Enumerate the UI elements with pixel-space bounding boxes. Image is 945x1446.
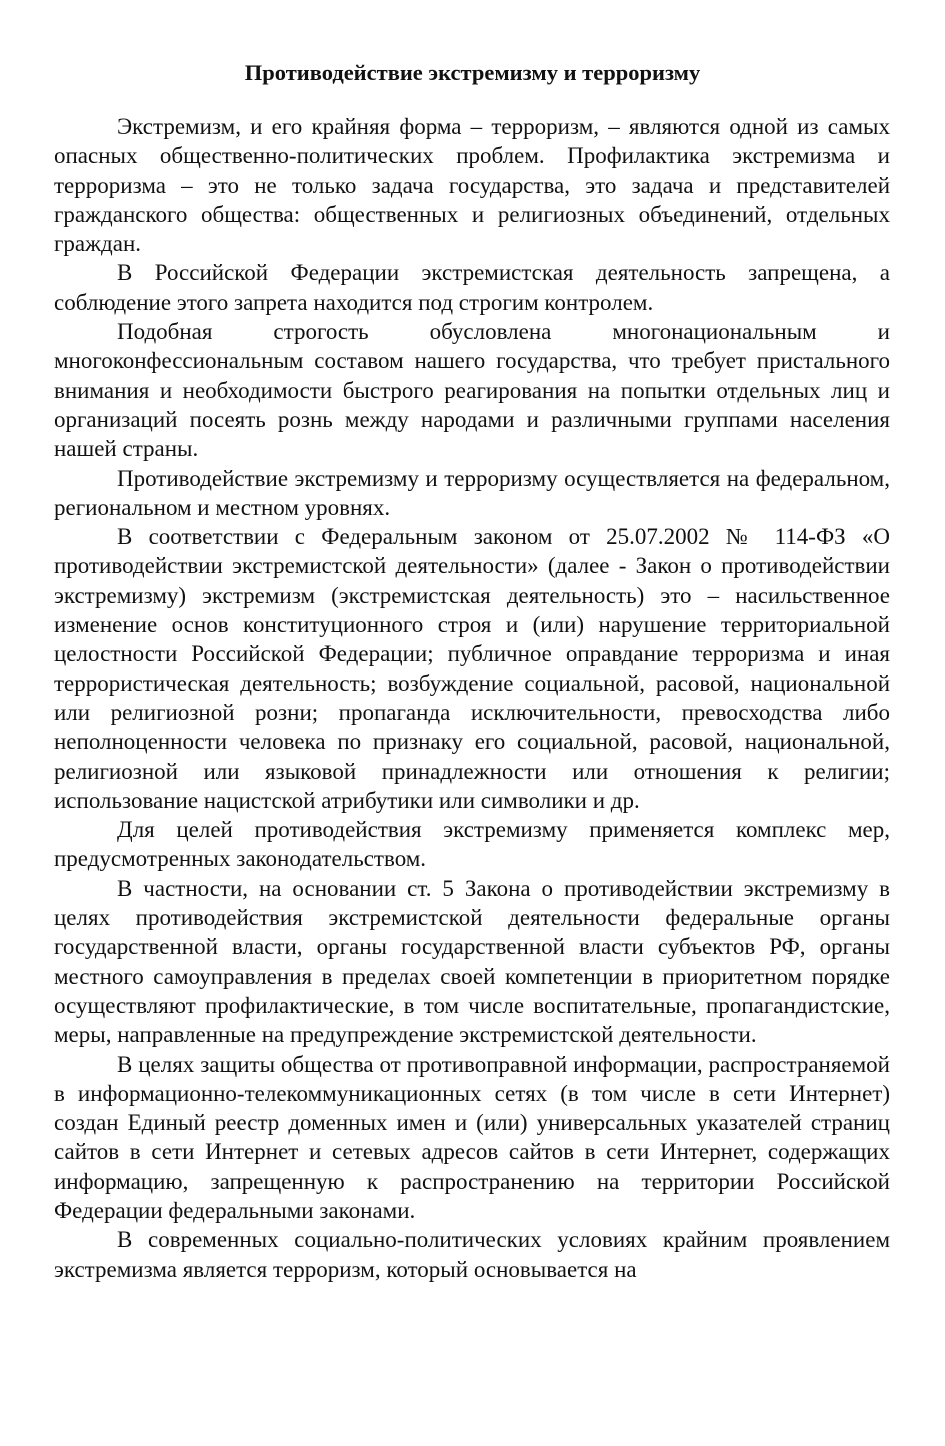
document-body: [54, 112, 890, 1284]
paragraph-7: В частности, на основании ст. 5 Закона о противодействии экстремизму в целях противодействия экстремистской деятельности федеральные органы государственной власти, органы государственной власти субъектов РФ, органы местного самоуправления в пределах своей компетенции в приоритетном порядке осуществляют профилактические, в том числе воспитательные, пропагандистские, меры, направленные на предупреждение экстремистской деятельности.: [54, 875, 890, 1048]
document-title: Противодействие экстремизму и терроризму: [244, 60, 701, 85]
paragraph-4: Противодействие экстремизму и терроризму осуществляется на федеральном, региональном и местном уровнях.: [54, 465, 890, 520]
paragraph-5: В соответствии с Федеральным законом от 25.07.2002 № 114-ФЗ «О противодействии экстремистской деятельности» (далее - Закон о противодействии экстремизму) экстремизм (экстремистская деятельность) это – насильственное изменение основ конституционного строя и (или) нарушение территориальной целостности Российской Федерации; публичное оправдание терроризма и иная террористическая деятельность; возбуждение социальной, расовой, национальной или религиозной розни; пропаганда исключительности, превосходства либо неполноценности человека по признаку его социальной, расовой, национальной, религиозной или языковой принадлежности или отношения к религии; использование нацистской атрибутики или символики и др.: [54, 524, 890, 813]
paragraph-3: Подобная строгость обусловлена многонациональным и многоконфессиональным составом нашего государства, что требует пристального внимания и необходимости быстрого реагирования на попытки отдельных лиц и организаций посеять рознь между народами и различными группами населения нашей страны.: [54, 319, 890, 462]
paragraph-8: В целях защиты общества от противоправной информации, распространяемой в информационно-телекоммуникационных сетях (в том числе в сети Интернет) создан Единый реестр доменных имен и (или) универсальных указателей страниц сайтов в сети Интернет и сетевых адресов сайтов в сети Интернет, содержащих информацию, запрещенную к распространению на территории Российской Федерации федеральными законами.: [54, 1051, 890, 1223]
paragraph-1: Экстремизм, и его крайняя форма – терроризм, – являются одной из самых опасных общественно-политических проблем. Профилактика экстремизма и терроризма – это не только задача государства, это задача и представителей гражданского общества: общественных и религиозных объединений, отдельных граждан.: [54, 114, 890, 257]
paragraph-9: В современных социально-политических условиях крайним проявлением экстремизма является терроризм, который основывается на: [54, 1227, 890, 1282]
paragraph-2: В Российской Федерации экстремистская деятельность запрещена, а соблюдение этого запрета находится под строгим контролем.: [54, 260, 890, 315]
paragraph-6: Для целей противодействия экстремизму применяется комплекс мер, предусмотренных законодательством.: [54, 817, 890, 872]
